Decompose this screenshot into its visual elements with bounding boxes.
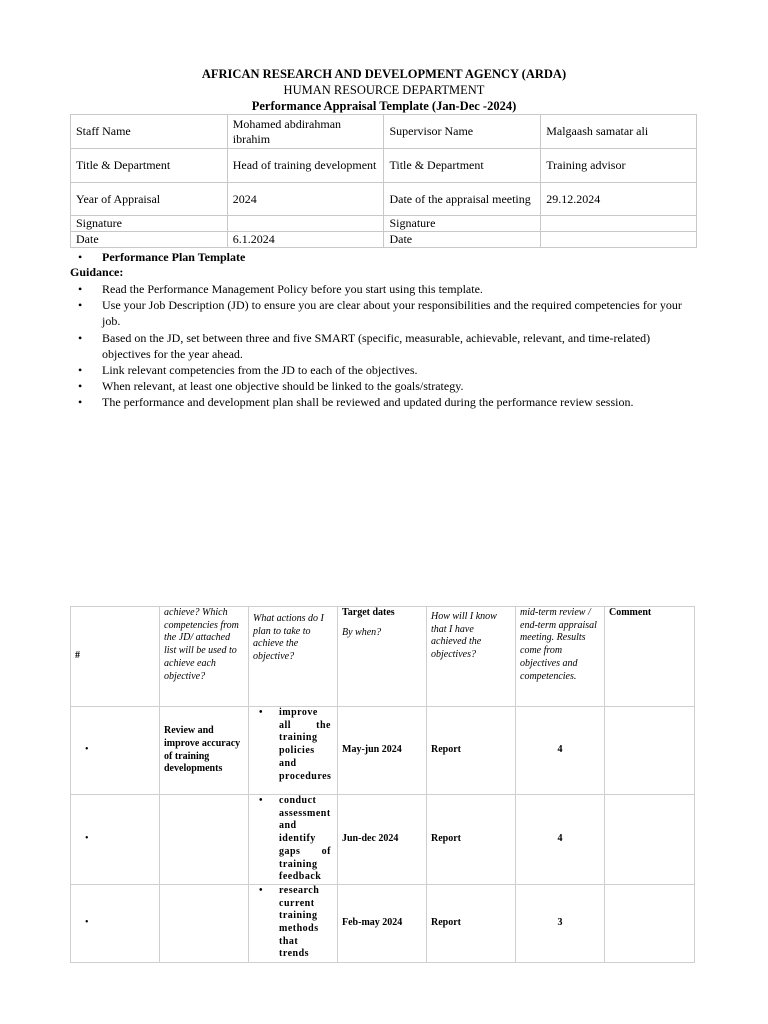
row-number: •: [71, 884, 160, 962]
table-cell: [541, 232, 697, 248]
header-actions: What actions do I plan to take to achieve the objective?: [249, 607, 338, 707]
table-cell: Date: [384, 232, 541, 248]
table-cell: Staff Name: [71, 115, 228, 149]
target-date-cell: May-jun 2024: [338, 707, 427, 795]
guidance-list: [78, 281, 698, 411]
list-item-text: The performance and development plan shall be reviewed and updated during the performance review session.: [102, 395, 634, 410]
table-cell: Mohamed abdirahman ibrahim: [227, 115, 384, 149]
table-row: [71, 707, 695, 795]
header-objective: achieve? Which competencies from the JD/ attached list will be used to achieve each objective?: [160, 607, 249, 707]
table-row: [71, 232, 697, 248]
table-cell: Date of the appraisal meeting: [384, 183, 541, 216]
bullet: •: [78, 250, 83, 264]
bullet: •: [259, 795, 264, 806]
table-cell: 29.12.2024: [541, 183, 697, 216]
list-item: [78, 297, 698, 329]
header-target: [338, 607, 427, 707]
target-date-cell: Jun-dec 2024: [338, 795, 427, 885]
table-cell: 6.1.2024: [227, 232, 384, 248]
dept-title: HUMAN RESOURCE DEPARTMENT: [283, 83, 485, 97]
list-item-text: Link relevant competencies from the JD to each of the objectives.: [102, 363, 418, 378]
table-cell: Signature: [71, 216, 228, 232]
comment-cell: [605, 795, 695, 885]
bullet: •: [259, 707, 264, 718]
measure-cell: Report: [427, 707, 516, 795]
list-item: [78, 378, 698, 394]
list-item: [78, 330, 698, 362]
table-cell: Title & Department: [71, 149, 228, 183]
header-measure: How will I know that I have achieved the objectives?: [427, 607, 516, 707]
bullet: •: [259, 884, 264, 896]
table-row: [71, 216, 697, 232]
table-row: [71, 884, 695, 962]
list-item-text: Read the Performance Management Policy before you start using this template.: [102, 282, 483, 296]
header-comment: Comment: [605, 607, 695, 707]
table-row: [71, 183, 697, 216]
signature-field: [541, 216, 697, 232]
table-cell: Signature: [384, 216, 541, 232]
bullet: •: [78, 330, 83, 345]
objective-cell: [160, 795, 249, 885]
measure-cell: Report: [427, 795, 516, 885]
row-number: •: [71, 795, 160, 885]
staff-info-table: [70, 114, 697, 248]
header-target-sub: By when?: [342, 626, 382, 638]
table-row: [71, 149, 697, 183]
measure-cell: Report: [427, 884, 516, 962]
list-item-text: When relevant, at least one objective should be linked to the goals/strategy.: [102, 379, 464, 394]
rating-cell: 4: [516, 707, 605, 795]
bullet: •: [78, 282, 83, 296]
row-number: •: [71, 707, 160, 795]
objective-cell: Review and improve accuracy of training developments: [160, 707, 249, 795]
bullet: •: [78, 379, 83, 394]
list-item-text: Based on the JD, set between three and five SMART (specific, measurable, achievable, relevant, and time-related) objectives for the year ahead.: [102, 330, 651, 361]
objective-cell: [160, 884, 249, 962]
action-cell: [249, 707, 338, 795]
table-cell: Title & Department: [384, 149, 541, 183]
action-cell: [249, 884, 338, 962]
header-num: #: [71, 607, 160, 707]
performance-plan-table: [70, 606, 695, 963]
comment-cell: [605, 707, 695, 795]
bullet: •: [78, 298, 83, 313]
list-item: [78, 362, 698, 378]
target-date-cell: Feb-may 2024: [338, 884, 427, 962]
table-header-row: [71, 607, 695, 707]
table-cell: Malgaash samatar ali: [541, 115, 697, 149]
list-item: [78, 394, 698, 410]
table-cell: Head of training development: [227, 149, 384, 183]
rating-cell: 3: [516, 884, 605, 962]
org-title: AFRICAN RESEARCH AND DEVELOPMENT AGENCY (ARDA): [201, 67, 567, 81]
header-target-title: Target dates: [342, 607, 395, 618]
guidance-title: Guidance:: [70, 265, 124, 279]
header-rating: mid-term review / end-term appraisal meeting. Results come from objectives and competencies.: [516, 607, 605, 707]
table-cell: 2024: [227, 183, 384, 216]
bullet: •: [78, 363, 83, 378]
rating-cell: 4: [516, 795, 605, 885]
action-text: improve all the training policies and procedures: [279, 707, 332, 782]
action-text: conduct assessment and identify gaps of training feedback: [279, 795, 331, 883]
bullet: •: [78, 395, 83, 410]
action-cell: [249, 795, 338, 885]
template-title: Performance Appraisal Template (Jan-Dec -2024): [251, 99, 517, 113]
comment-cell: [605, 884, 695, 962]
table-cell: Year of Appraisal: [71, 183, 228, 216]
table-cell: Date: [71, 232, 228, 248]
list-item-text: Use your Job Description (JD) to ensure you are clear about your responsibilities and the required competencies for your job.: [102, 298, 682, 329]
action-text: research current training methods that trends: [279, 884, 320, 960]
plan-heading-text: Performance Plan Template: [102, 250, 246, 264]
table-cell: Supervisor Name: [384, 115, 541, 149]
signature-field: [227, 216, 384, 232]
plan-heading: [78, 250, 245, 265]
table-row: [71, 115, 697, 149]
table-row: [71, 795, 695, 885]
table-cell: Training advisor: [541, 149, 697, 183]
list-item: [78, 281, 698, 297]
